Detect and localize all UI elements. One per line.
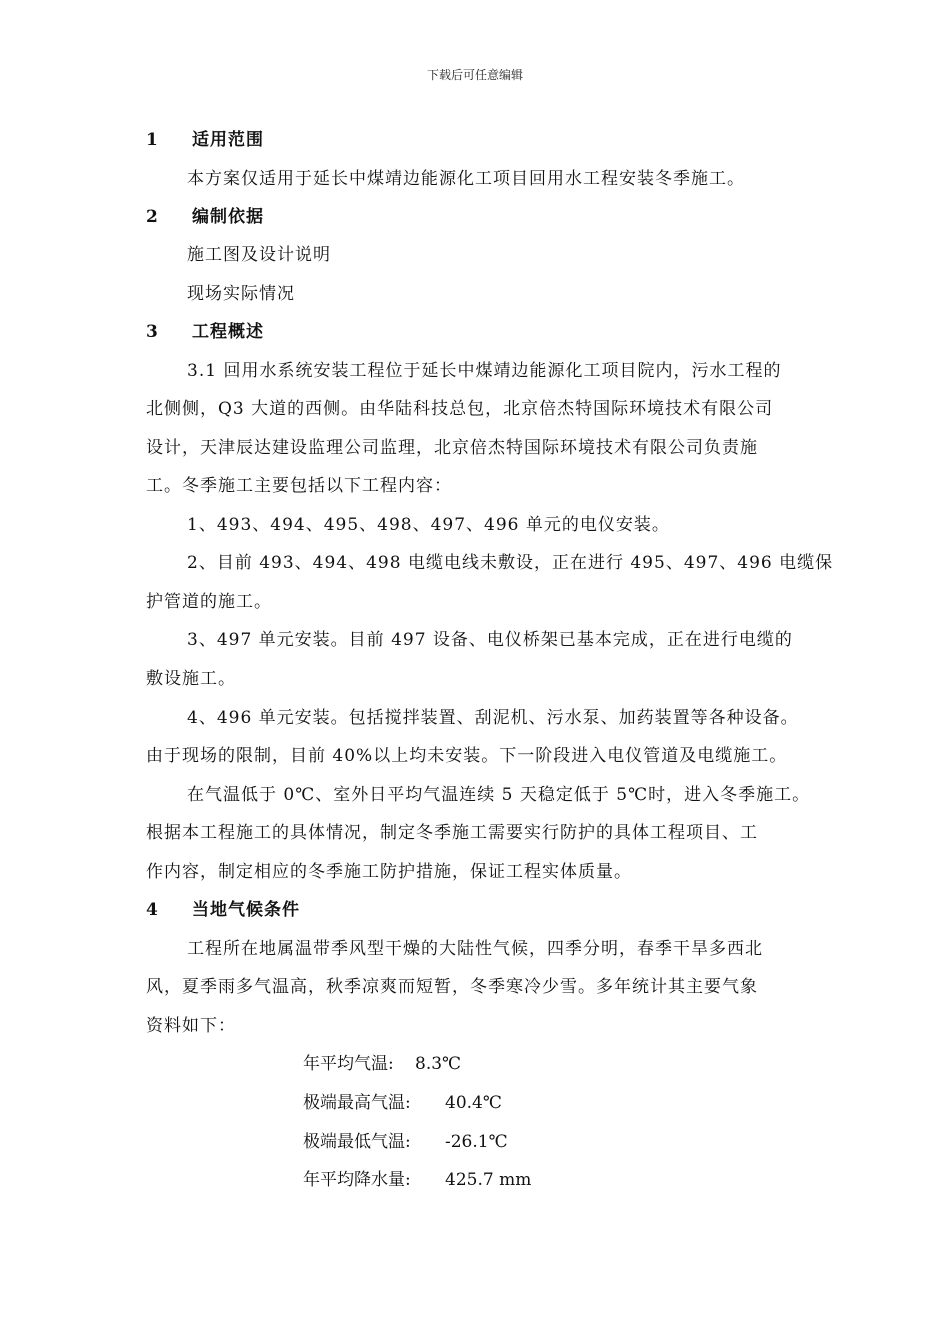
list-item-continued: 由于现场的限制，目前 40%以上均未安装。下一阶段进入电仪管道及电缆施工。 (146, 746, 788, 766)
paragraph-line: 北侧侧，Q3 大道的西侧。由华陆科技总包，北京倍杰特国际环境技术有限公司 (146, 399, 774, 419)
paragraph: 本方案仅适用于延长中煤靖边能源化工项目回用水工程安装冬季施工。 (187, 169, 745, 189)
section-1-heading (146, 129, 264, 151)
list-item: 3、497 单元安装。目前 497 设备、电仪桥架已基本完成，正在进行电缆的 (187, 630, 793, 650)
climate-row (303, 1092, 502, 1114)
list-item: 施工图及设计说明 (187, 245, 331, 265)
climate-label: 年平均气温: (303, 1054, 394, 1074)
paragraph-line: 3.1 回用水系统安装工程位于延长中煤靖边能源化工项目院内，污水工程的 (187, 361, 782, 381)
section-title: 编制依据 (192, 207, 264, 227)
climate-label: 极端最高气温: (303, 1093, 411, 1113)
climate-row (303, 1053, 461, 1075)
section-number: 2 (146, 207, 159, 227)
section-4-heading (146, 899, 300, 921)
section-3-heading (146, 321, 264, 343)
paragraph-line: 资料如下： (146, 1016, 236, 1036)
paragraph-line: 工程所在地属温带季风型干燥的大陆性气候，四季分明，春季干旱多西北 (187, 939, 763, 959)
section-title: 工程概述 (192, 322, 264, 342)
climate-row (303, 1131, 508, 1153)
climate-label: 年平均降水量: (303, 1170, 411, 1190)
list-item: 1、493、494、495、498、497、496 单元的电仪安装。 (187, 515, 670, 535)
paragraph-line: 在气温低于 0℃、室外日平均气温连续 5 天稳定低于 5℃时，进入冬季施工。 (187, 785, 811, 805)
list-item: 现场实际情况 (187, 284, 295, 304)
climate-value: 425.7 mm (445, 1170, 532, 1190)
section-2-heading (146, 206, 264, 228)
paragraph-line: 工。冬季施工主要包括以下工程内容： (146, 476, 452, 496)
section-number: 4 (146, 900, 159, 920)
climate-value: 8.3℃ (415, 1054, 462, 1074)
list-item: 4、496 单元安装。包括搅拌装置、刮泥机、污水泵、加药装置等各种设备。 (187, 708, 799, 728)
section-title: 当地气候条件 (192, 900, 300, 920)
list-item-continued: 护管道的施工。 (146, 592, 272, 612)
section-title: 适用范围 (192, 130, 264, 150)
climate-label: 极端最低气温: (303, 1132, 411, 1152)
paragraph-line: 根据本工程施工的具体情况，制定冬季施工需要实行防护的具体工程项目、工 (146, 823, 758, 843)
list-item: 2、目前 493、494、498 电缆电线未敷设，正在进行 495、497、496 电缆保 (187, 553, 834, 573)
paragraph-line: 作内容，制定相应的冬季施工防护措施，保证工程实体质量。 (146, 862, 632, 882)
climate-value: 40.4℃ (445, 1093, 502, 1113)
page-header: 下载后可任意编辑 (426, 68, 523, 82)
climate-row (303, 1169, 531, 1191)
list-item-continued: 敷设施工。 (146, 669, 236, 689)
section-number: 3 (146, 322, 159, 342)
paragraph-line: 风，夏季雨多气温高，秋季凉爽而短暂，冬季寒冷少雪。多年统计其主要气象 (146, 977, 758, 997)
section-number: 1 (146, 130, 159, 150)
paragraph-line: 设计，天津辰达建设监理公司监理，北京倍杰特国际环境技术有限公司负责施 (146, 438, 758, 458)
climate-value: -26.1℃ (445, 1132, 508, 1152)
